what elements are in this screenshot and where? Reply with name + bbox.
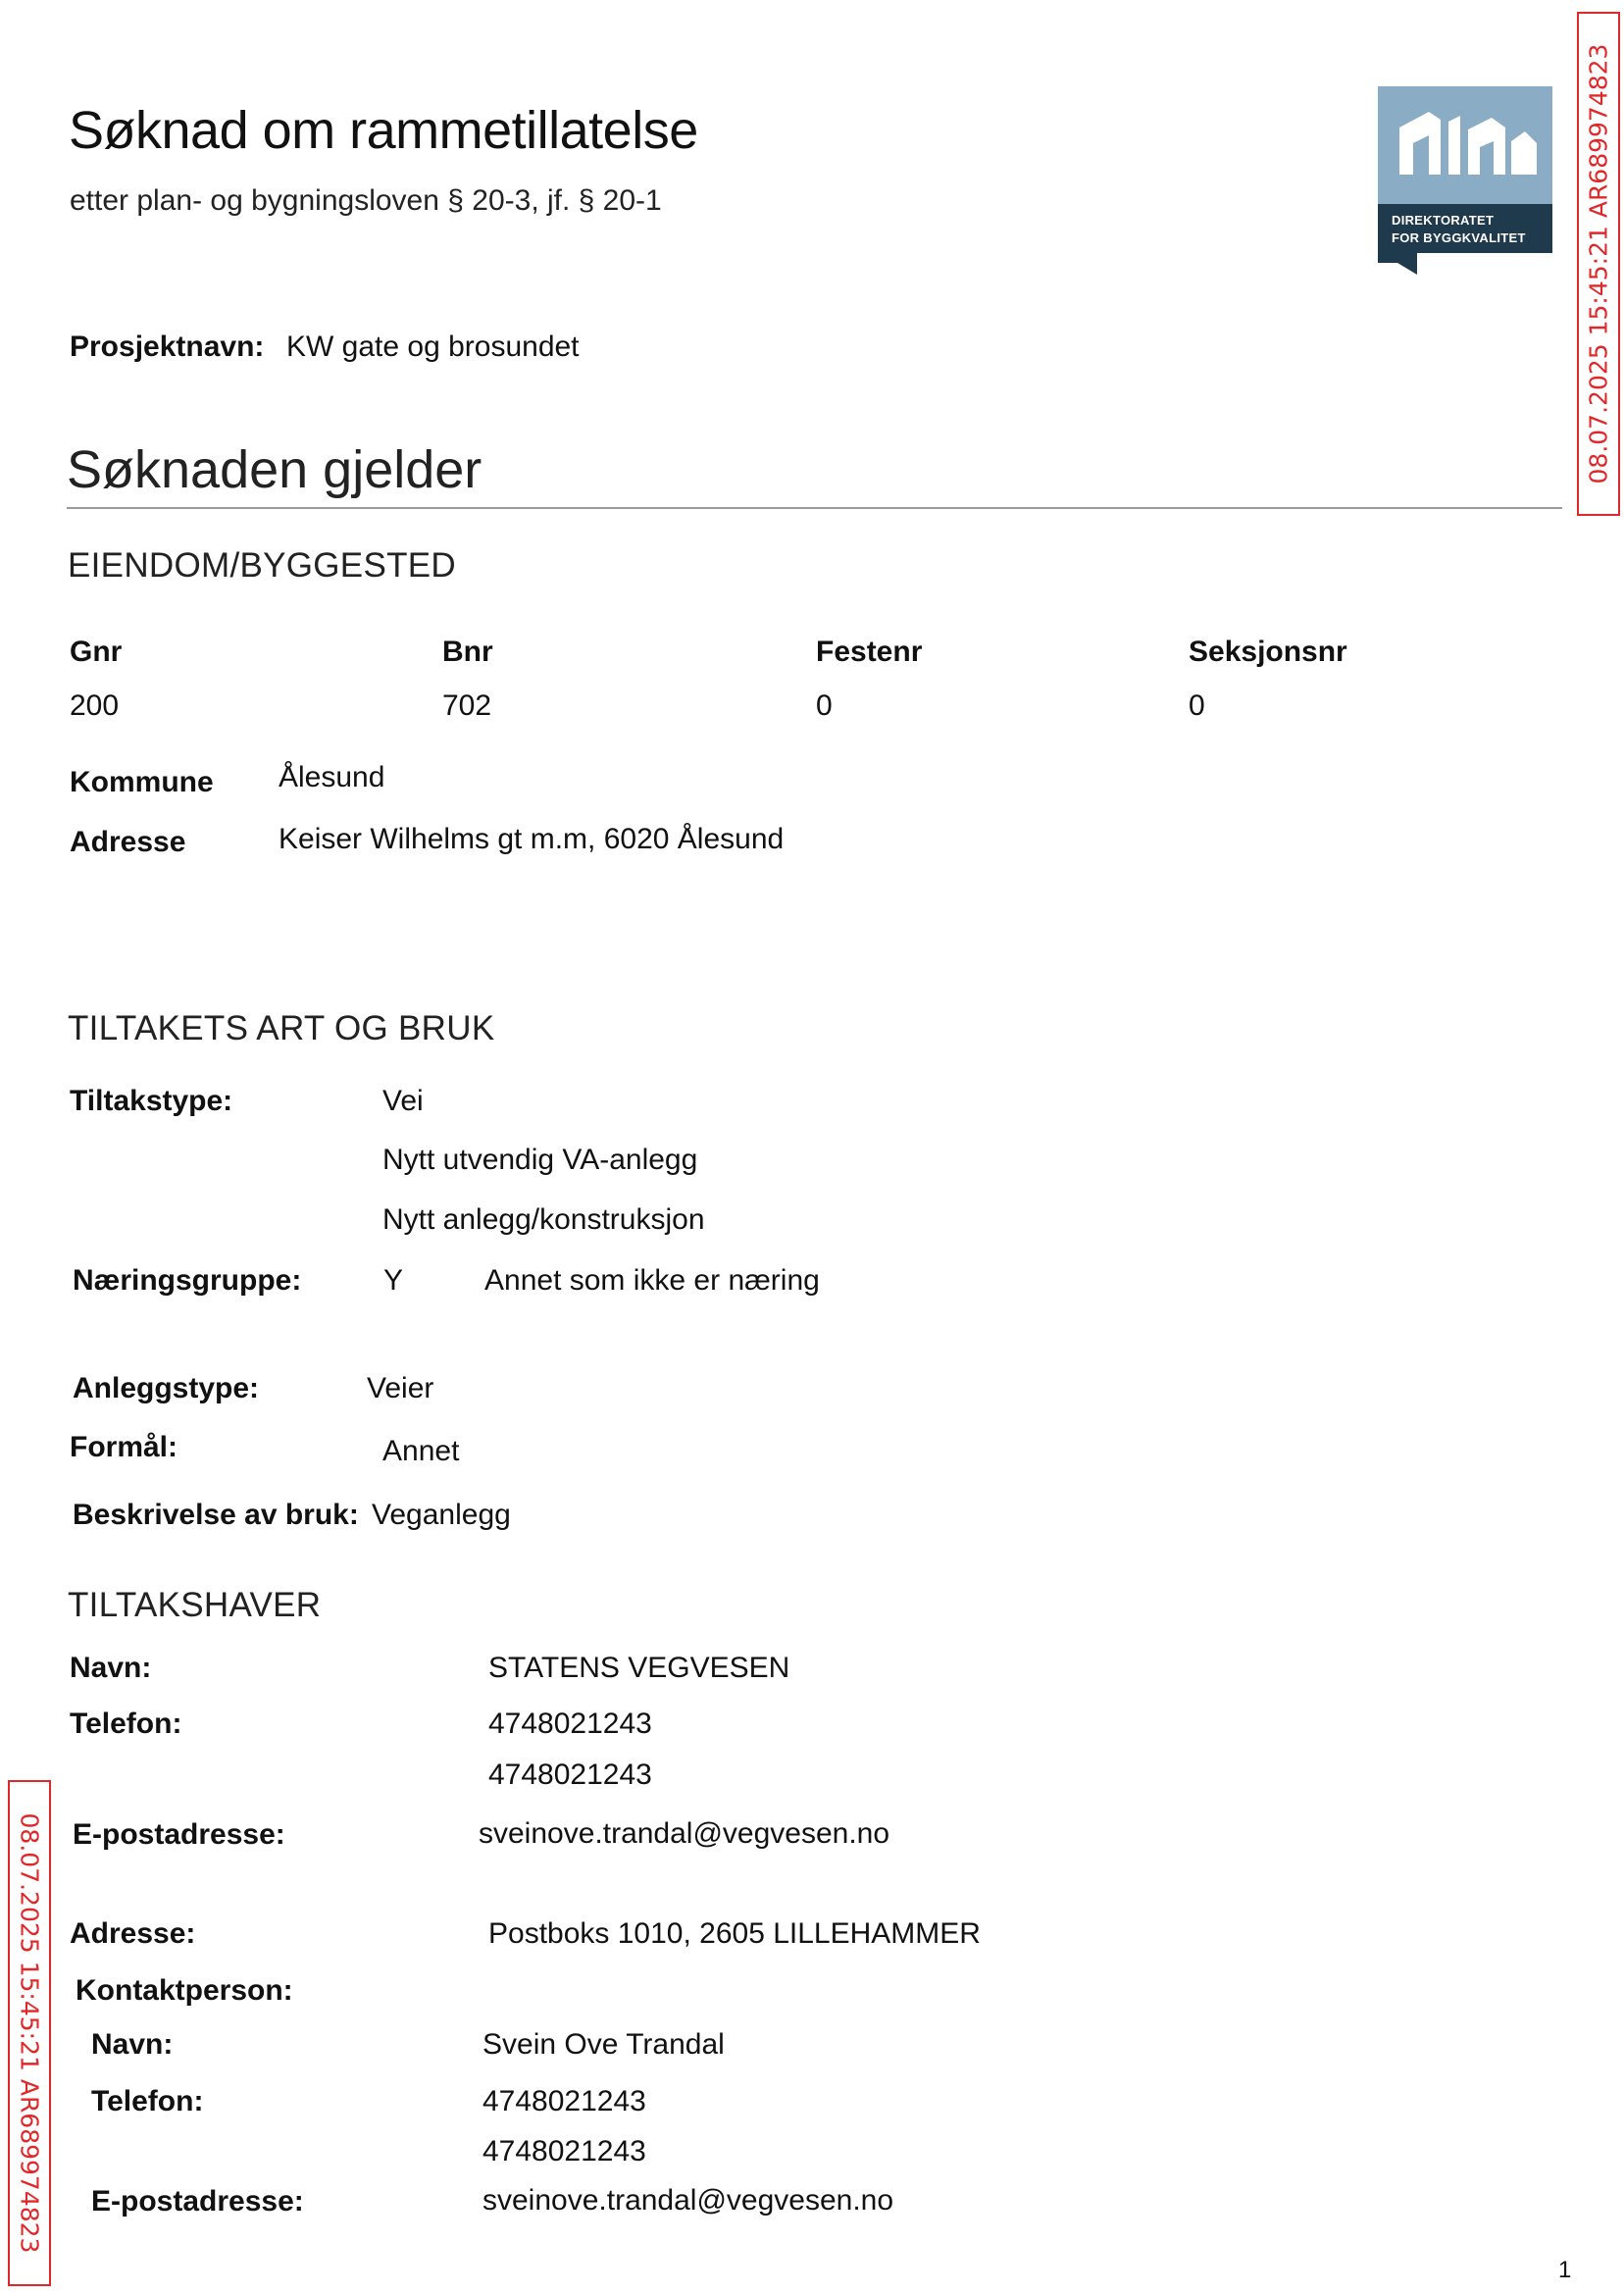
seksjonsnr-label: Seksjonsnr [1189, 636, 1347, 668]
stamp-text: 08.07.2025 15:45:21 AR689974823 [1584, 43, 1613, 484]
festenr-label: Festenr [816, 636, 923, 668]
seksjonsnr-value: 0 [1189, 689, 1205, 722]
dibk-logo-icon [1378, 86, 1552, 275]
formal-label: Formål: [70, 1431, 178, 1463]
gnr-label: Gnr [70, 636, 123, 668]
section-heading: Søknaden gjelder [67, 440, 482, 499]
page-number: 1 [1558, 2257, 1572, 2283]
anleggstype-value: Veier [367, 1372, 434, 1404]
naeringsgruppe-code: Y [383, 1264, 404, 1297]
bnr-label: Bnr [442, 636, 493, 668]
kommune-value: Ålesund [279, 761, 385, 793]
contact-person-label: Kontaktperson: [76, 1974, 293, 2007]
tiltakstype-label: Tiltakstype: [70, 1085, 233, 1117]
contact-name-value: Svein Ove Trandal [482, 2028, 725, 2061]
kommune-label: Kommune [70, 766, 214, 798]
tiltakstype-value: Nytt utvendig VA-anlegg [382, 1144, 698, 1176]
tiltakstype-value: Vei [382, 1085, 424, 1117]
contact-phone-value: 4748021243 [482, 2085, 646, 2117]
dibk-logo [1378, 86, 1552, 275]
timestamp-stamp-left [8, 1780, 51, 2286]
logo-text-line2: FOR BYGGKVALITET [1392, 230, 1526, 245]
page-subtitle: etter plan- og bygningsloven § 20-3, jf. § 20-1 [70, 184, 662, 217]
project-name-label: Prosjektnavn: [70, 331, 265, 363]
naeringsgruppe-value: Annet som ikke er næring [484, 1264, 820, 1297]
applicant-heading: TILTAKSHAVER [68, 1586, 322, 1624]
project-name-value: KW gate og brosundet [286, 331, 580, 363]
applicant-address-label: Adresse: [70, 1917, 196, 1950]
beskrivelse-label: Beskrivelse av bruk: [73, 1499, 359, 1531]
contact-email-value: sveinove.trandal@vegvesen.no [482, 2184, 894, 2217]
section-divider [67, 507, 1562, 509]
applicant-phone-label: Telefon: [70, 1708, 182, 1740]
applicant-phone-value: 4748021243 [488, 1759, 652, 1791]
naeringsgruppe-label: Næringsgruppe: [73, 1264, 302, 1297]
bnr-value: 702 [442, 689, 492, 722]
adresse-value: Keiser Wilhelms gt m.m, 6020 Ålesund [279, 823, 785, 855]
anleggstype-label: Anleggstype: [73, 1372, 260, 1404]
measure-heading: TILTAKETS ART OG BRUK [68, 1009, 495, 1047]
adresse-label: Adresse [70, 826, 186, 858]
contact-phone-label: Telefon: [91, 2085, 204, 2117]
applicant-name-label: Navn: [70, 1652, 152, 1684]
contact-email-label: E-postadresse: [91, 2185, 304, 2218]
applicant-email-label: E-postadresse: [73, 1818, 285, 1851]
property-heading: EIENDOM/BYGGESTED [68, 546, 456, 585]
gnr-value: 200 [70, 689, 120, 722]
page-title: Søknad om rammetillatelse [69, 101, 698, 160]
beskrivelse-value: Veganlegg [372, 1499, 511, 1531]
contact-name-label: Navn: [91, 2028, 174, 2061]
stamp-text: 08.07.2025 15:45:21 AR689974823 [15, 1812, 44, 2254]
contact-phone-value: 4748021243 [482, 2135, 646, 2167]
timestamp-stamp-right [1577, 12, 1620, 516]
festenr-value: 0 [816, 689, 833, 722]
applicant-phone-value: 4748021243 [488, 1708, 652, 1740]
applicant-email-value: sveinove.trandal@vegvesen.no [479, 1817, 890, 1850]
tiltakstype-value: Nytt anlegg/konstruksjon [382, 1203, 705, 1236]
applicant-name-value: STATENS VEGVESEN [488, 1652, 790, 1684]
formal-value: Annet [382, 1435, 460, 1467]
applicant-address-value: Postboks 1010, 2605 LILLEHAMMER [488, 1917, 981, 1950]
logo-text-line1: DIREKTORATET [1392, 213, 1495, 228]
